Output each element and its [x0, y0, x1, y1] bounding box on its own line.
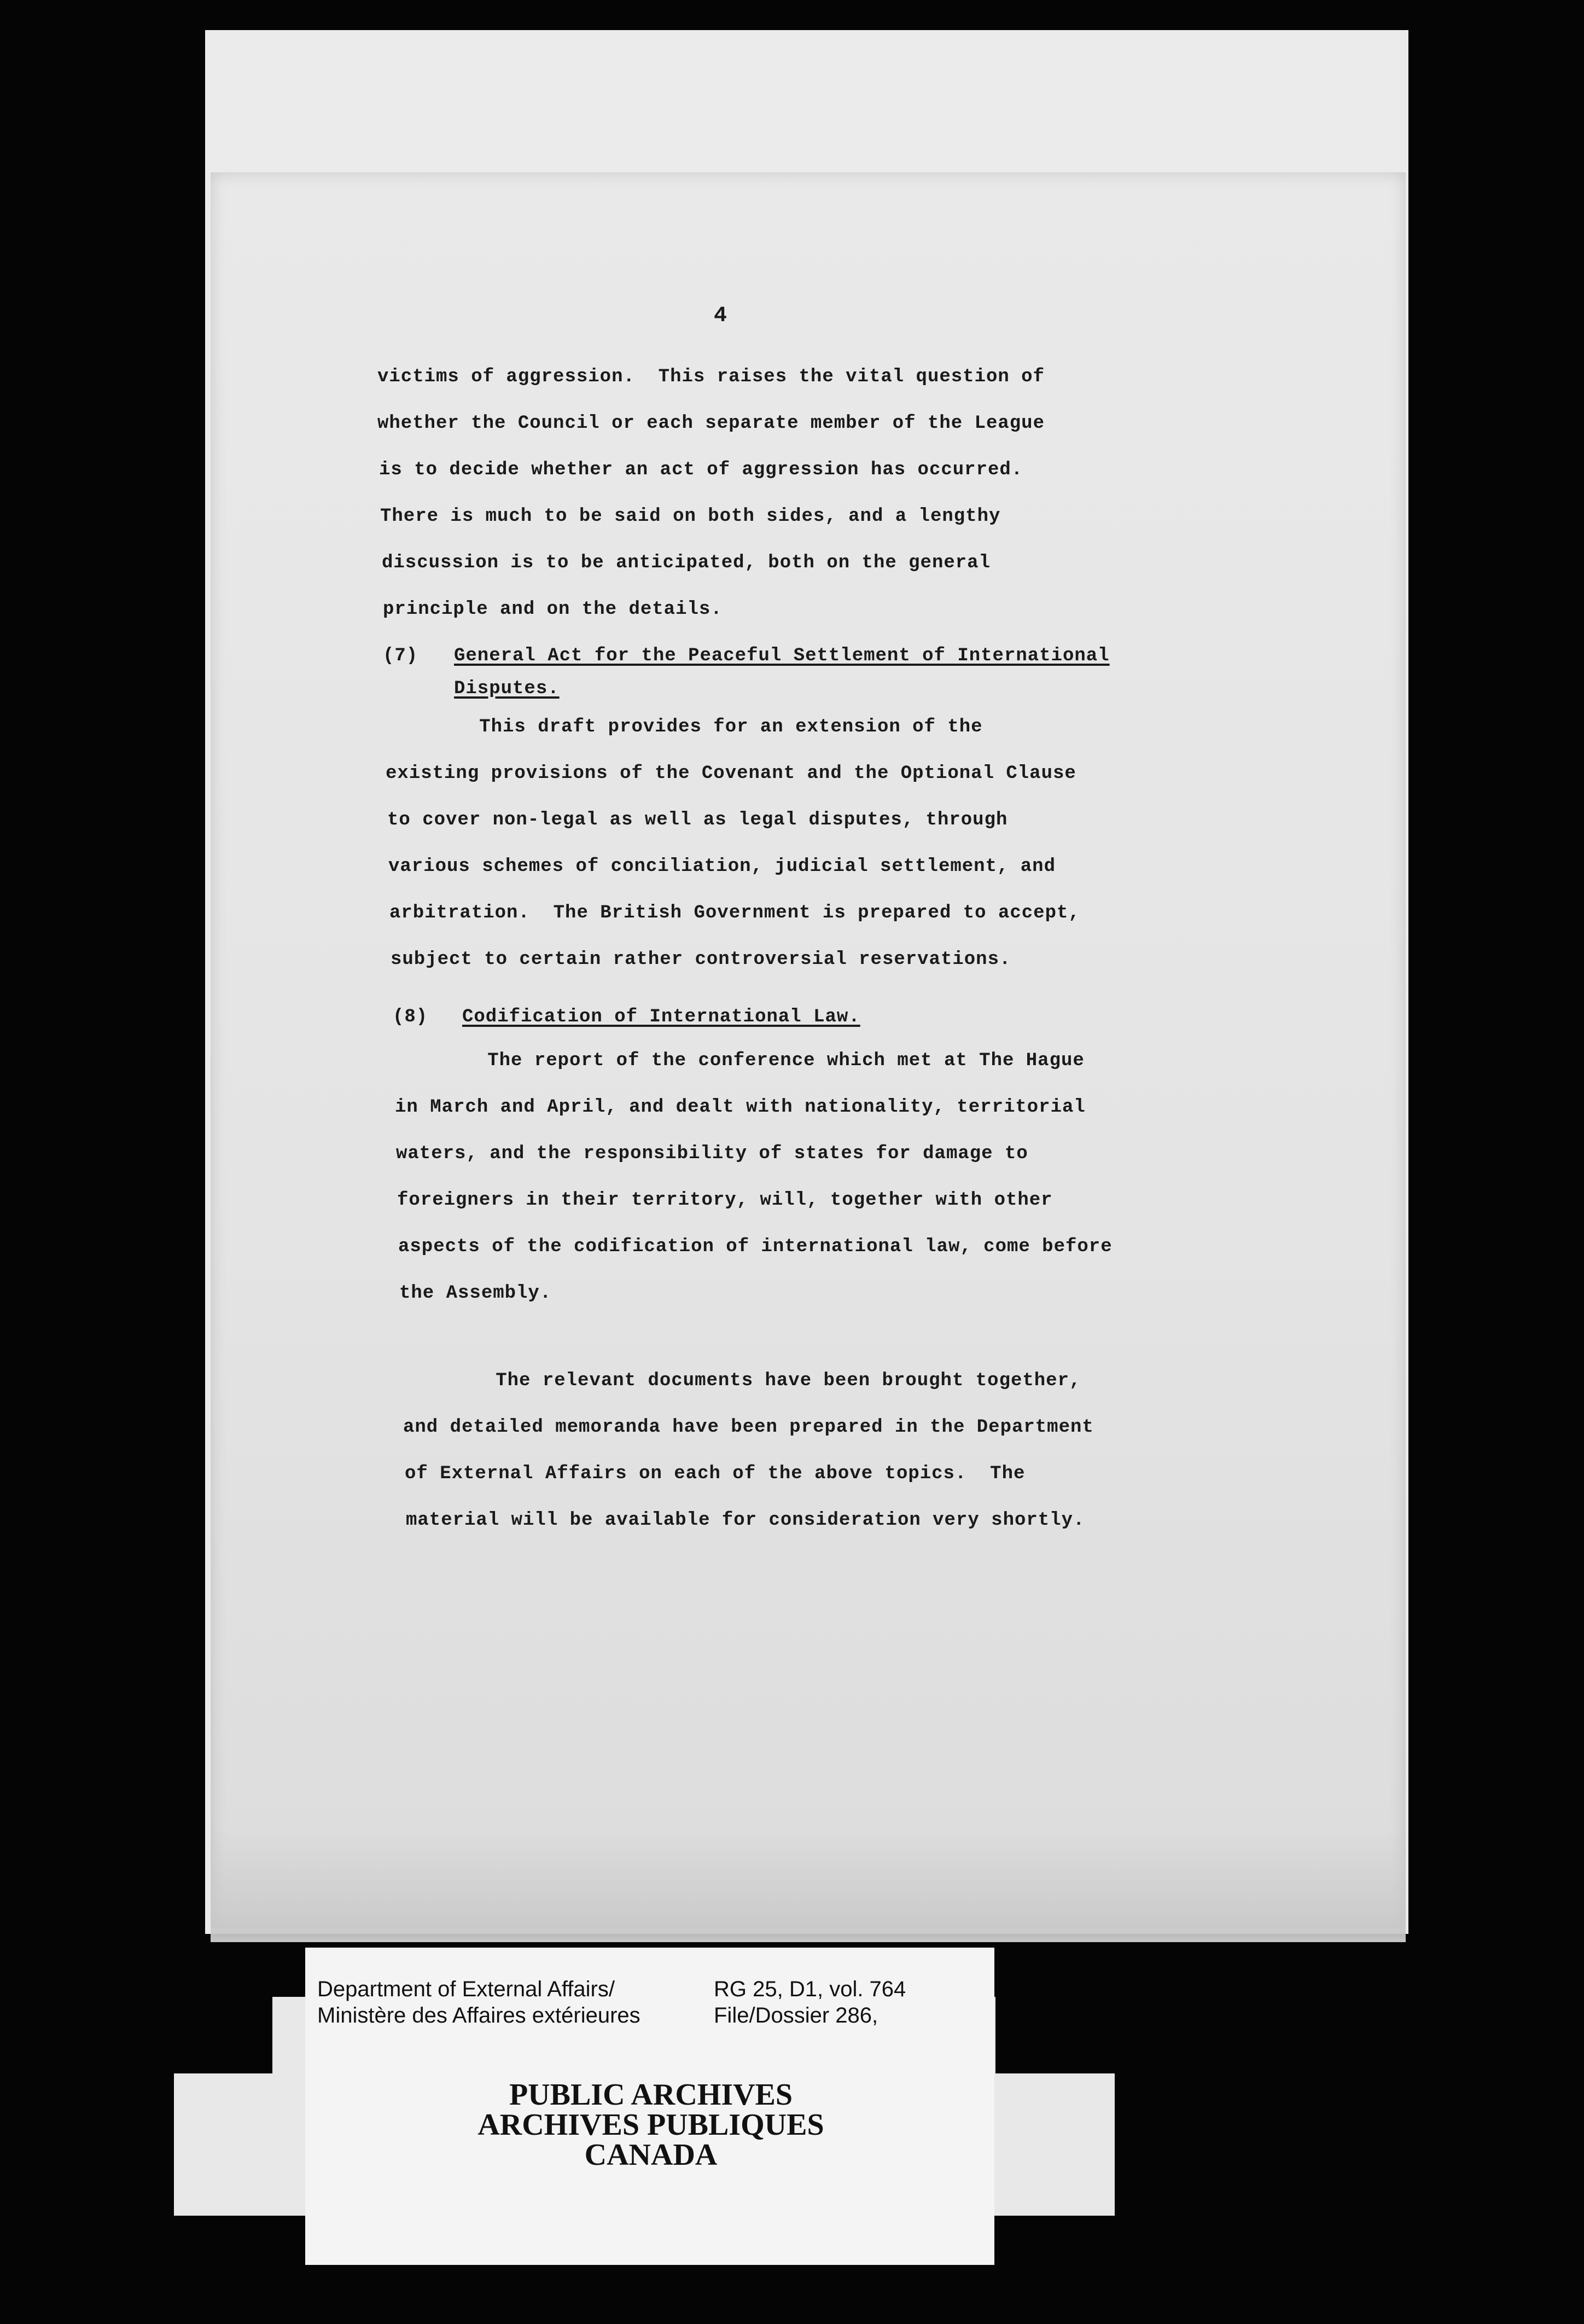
- archive-reference: RG 25, D1, vol. 764: [714, 1977, 906, 2001]
- label-notch: [995, 1997, 1116, 2073]
- paragraph-line: discussion is to be anticipated, both on the general: [382, 553, 991, 573]
- section-number: (7): [383, 646, 418, 666]
- paragraph-line: various schemes of conciliation, judicial settlement, and: [388, 856, 1056, 877]
- paragraph-line: This draft provides for an extension of the: [386, 717, 983, 737]
- paragraph-line: existing provisions of the Covenant and the Optional Clause: [386, 763, 1076, 784]
- page-number: 4: [714, 304, 728, 328]
- paragraph-line: to cover non-legal as well as legal disputes, through: [387, 810, 1008, 830]
- paragraph-line: and detailed memoranda have been prepared in the Department: [403, 1417, 1094, 1438]
- label-notch: [174, 1997, 272, 2073]
- archive-stamp-line: PUBLIC ARCHIVES: [509, 2078, 793, 2112]
- paragraph-line: of External Affairs on each of the above topics. The: [405, 1463, 1026, 1484]
- page-bottom-shadow: [211, 1827, 1406, 1942]
- section-heading: Codification of International Law.: [462, 1007, 860, 1027]
- paragraph-line: whether the Council or each separate member of the League: [377, 413, 1045, 434]
- archive-file: File/Dossier 286,: [714, 2003, 878, 2027]
- paragraph-line: the Assembly.: [399, 1283, 552, 1304]
- paragraph-line: principle and on the details.: [383, 599, 723, 620]
- paragraph-line: The report of the conference which met at The Hague: [394, 1050, 1085, 1071]
- section-number: (8): [393, 1007, 428, 1027]
- paragraph-line: foreigners in their territory, will, together with other: [397, 1190, 1053, 1211]
- paragraph-line: is to decide whether an act of aggression has occurred.: [379, 460, 1023, 480]
- paragraph-line: material will be available for consideration very shortly.: [406, 1510, 1085, 1531]
- archive-stamp-line: CANADA: [584, 2138, 718, 2172]
- paragraph-line: victims of aggression. This raises the vital question of: [377, 367, 1045, 387]
- section-heading: General Act for the Peaceful Settlement of International: [454, 646, 1110, 666]
- archive-department-en: Department of External Affairs/: [317, 1977, 615, 2001]
- paragraph-line: There is much to be said on both sides, and a lengthy: [380, 506, 1001, 527]
- paragraph-line: subject to certain rather controversial reservations.: [391, 949, 1011, 970]
- archive-department-fr: Ministère des Affaires extérieures: [317, 2003, 640, 2027]
- section-heading: Disputes.: [454, 678, 560, 699]
- paragraph-line: The relevant documents have been brought together,: [402, 1370, 1081, 1391]
- paragraph-line: in March and April, and dealt with nationality, territorial: [395, 1097, 1086, 1118]
- paragraph-line: aspects of the codification of international law, come before: [398, 1236, 1113, 1257]
- paragraph-line: waters, and the responsibility of states for damage to: [396, 1143, 1028, 1164]
- paragraph-line: arbitration. The British Government is prepared to accept,: [389, 903, 1080, 923]
- archive-stamp-line: ARCHIVES PUBLIQUES: [477, 2108, 824, 2142]
